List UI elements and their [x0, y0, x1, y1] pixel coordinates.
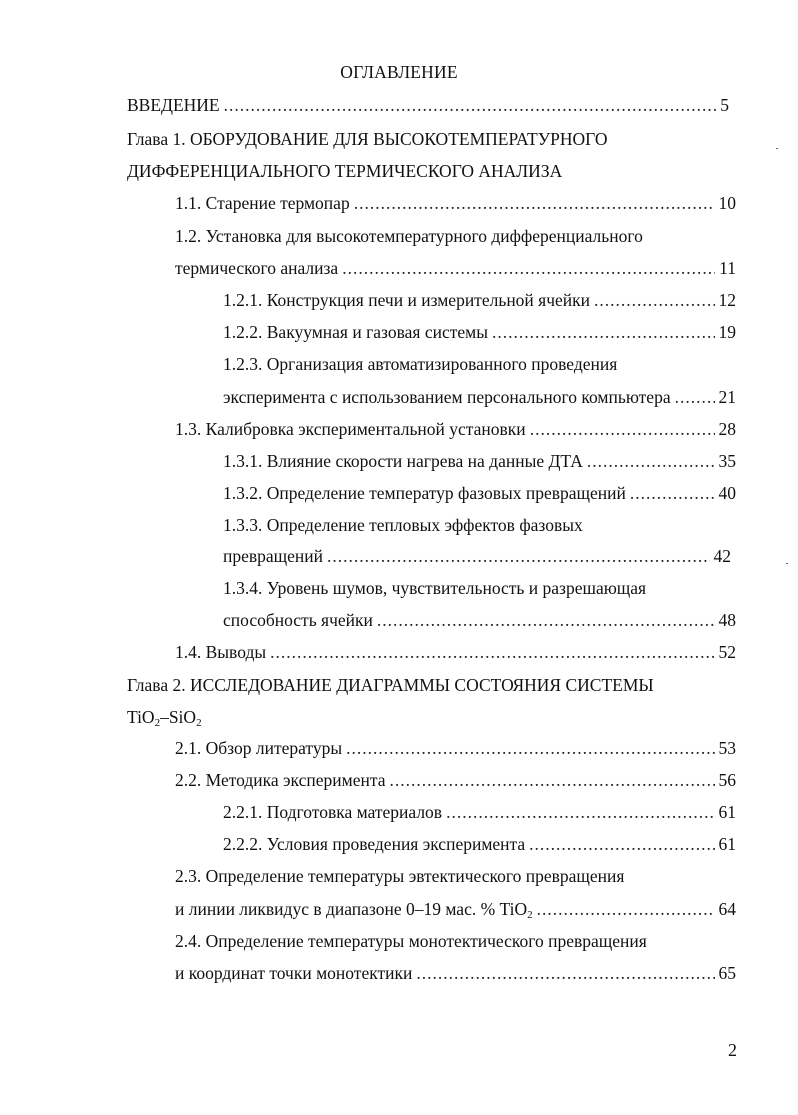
toc-label: 1.2.2. Вакуумная и газовая системы — [223, 322, 488, 342]
toc-entry-1-2-line-1: 1.2. Установка для высокотемпературного дифференциального — [175, 226, 643, 246]
toc-page-number: 42 — [713, 546, 731, 566]
dot-leader — [327, 543, 709, 569]
page-number: 2 — [728, 1040, 737, 1060]
toc-entry-1-1 — [175, 190, 736, 216]
chapter-1-heading-line-2: ДИФФЕРЕНЦИАЛЬНОГО ТЕРМИЧЕСКОГО АНАЛИЗА — [127, 161, 563, 181]
toc-entry-2-1 — [175, 735, 736, 761]
dot-leader — [630, 480, 715, 506]
toc-entry-2-3-line-1: 2.3. Определение температуры эвтектического превращения — [175, 866, 625, 886]
toc-label: 1.1. Старение термопар — [175, 193, 350, 213]
toc-label: 1.3.2. Определение температур фазовых превращений — [223, 483, 626, 503]
toc-page-number: 56 — [718, 770, 736, 790]
scan-speck — [776, 148, 778, 149]
dot-leader — [354, 190, 715, 216]
toc-page-number: 21 — [718, 387, 736, 407]
toc-label-text: и линии ликвидус в диапазоне 0–19 мас. % TiO — [175, 899, 528, 919]
toc-entry-2-2-1 — [223, 799, 736, 825]
subscript: 2 — [154, 717, 161, 729]
toc-entry-1-3-3-line-1: 1.3.3. Определение тепловых эффектов фазовых — [223, 515, 583, 535]
subscript: 2 — [196, 717, 202, 729]
dot-leader — [270, 639, 714, 665]
toc-page-number: 48 — [718, 610, 736, 630]
toc-page-number: 19 — [718, 322, 736, 342]
dot-leader — [346, 735, 714, 761]
dot-leader — [416, 960, 714, 986]
toc-entry-1-2-2 — [223, 319, 736, 345]
toc-page-number: 11 — [719, 258, 736, 278]
toc-entry-2-4-line-1: 2.4. Определение температуры монотектического превращения — [175, 931, 647, 951]
toc-entry-intro — [127, 92, 729, 118]
toc-entry-1-3-2 — [223, 480, 736, 506]
toc-label: и координат точки монотектики — [175, 963, 413, 983]
dot-leader — [530, 416, 715, 442]
dot-leader — [537, 896, 715, 922]
dot-leader — [446, 799, 714, 825]
toc-page-number: 35 — [718, 451, 736, 471]
chapter-1-heading-line-1: Глава 1. ОБОРУДОВАНИЕ ДЛЯ ВЫСОКОТЕМПЕРАТУРНОГО — [127, 129, 608, 149]
dot-leader — [587, 448, 715, 474]
dot-leader — [492, 319, 715, 345]
formula-part: –SiO — [160, 707, 197, 727]
toc-entry-1-2-3 — [223, 384, 736, 410]
toc-label: эксперимента с использованием персонального компьютера — [223, 387, 671, 407]
dot-leader — [377, 607, 715, 633]
toc-page-number: 52 — [718, 642, 736, 662]
toc-entry-1-2 — [175, 255, 736, 281]
toc-label: термического анализа — [175, 258, 339, 278]
toc-entry-2-2 — [175, 767, 736, 793]
toc-page-number: 53 — [718, 738, 736, 758]
toc-label: превращений — [223, 546, 324, 566]
toc-label — [175, 896, 533, 922]
toc-label: 2.1. Обзор литературы — [175, 738, 343, 758]
toc-page-number: 28 — [718, 419, 736, 439]
toc-label: 1.4. Выводы — [175, 642, 267, 662]
toc-label: 1.2.1. Конструкция печи и измерительной ячейки — [223, 290, 591, 310]
toc-page-number: 64 — [718, 899, 736, 919]
dot-leader — [342, 255, 715, 281]
chapter-2-heading-line-2 — [127, 704, 202, 730]
toc-label: 2.2.1. Подготовка материалов — [223, 802, 443, 822]
toc-page-number: 65 — [718, 963, 736, 983]
dot-leader — [529, 831, 714, 857]
dot-leader — [224, 92, 717, 118]
dot-leader — [389, 767, 714, 793]
toc-entry-2-2-2 — [223, 831, 736, 857]
dot-leader — [594, 287, 714, 313]
page-title: ОГЛАВЛЕНИЕ — [340, 62, 458, 82]
toc-page-number: 12 — [718, 290, 736, 310]
dot-leader — [675, 384, 715, 410]
toc-entry-1-3-4 — [223, 607, 736, 633]
scan-speck — [786, 563, 788, 564]
toc-page-number: 10 — [718, 193, 736, 213]
toc-label: 1.3. Калибровка экспериментальной установки — [175, 419, 526, 439]
toc-label: 2.2. Методика эксперимента — [175, 770, 386, 790]
formula-part: TiO — [127, 707, 155, 727]
chapter-2-heading-line-1: Глава 2. ИССЛЕДОВАНИЕ ДИАГРАММЫ СОСТОЯНИЯ СИСТЕМЫ — [127, 675, 654, 695]
toc-page-number: 40 — [718, 483, 736, 503]
toc-entry-2-3 — [175, 896, 736, 922]
toc-entry-2-4 — [175, 960, 736, 986]
toc-entry-1-3-1 — [223, 448, 736, 474]
toc-entry-1-2-3-line-1: 1.2.3. Организация автоматизированного проведения — [223, 354, 618, 374]
toc-entry-1-3-3 — [223, 543, 731, 569]
toc-entry-1-4 — [175, 639, 736, 665]
toc-label: 2.2.2. Условия проведения эксперимента — [223, 834, 526, 854]
toc-page-number: 5 — [720, 95, 729, 115]
toc-entry-1-3-4-line-1: 1.3.4. Уровень шумов, чувствительность и разрешающая — [223, 578, 647, 598]
toc-label: ВВЕДЕНИЕ — [127, 95, 220, 115]
toc-page-number: 61 — [718, 802, 736, 822]
toc-page-number: 61 — [718, 834, 736, 854]
toc-entry-1-3 — [175, 416, 736, 442]
subscript: 2 — [527, 909, 533, 921]
toc-label: способность ячейки — [223, 610, 373, 630]
toc-entry-1-2-1 — [223, 287, 736, 313]
toc-label: 1.3.1. Влияние скорости нагрева на данные ДТА — [223, 451, 583, 471]
